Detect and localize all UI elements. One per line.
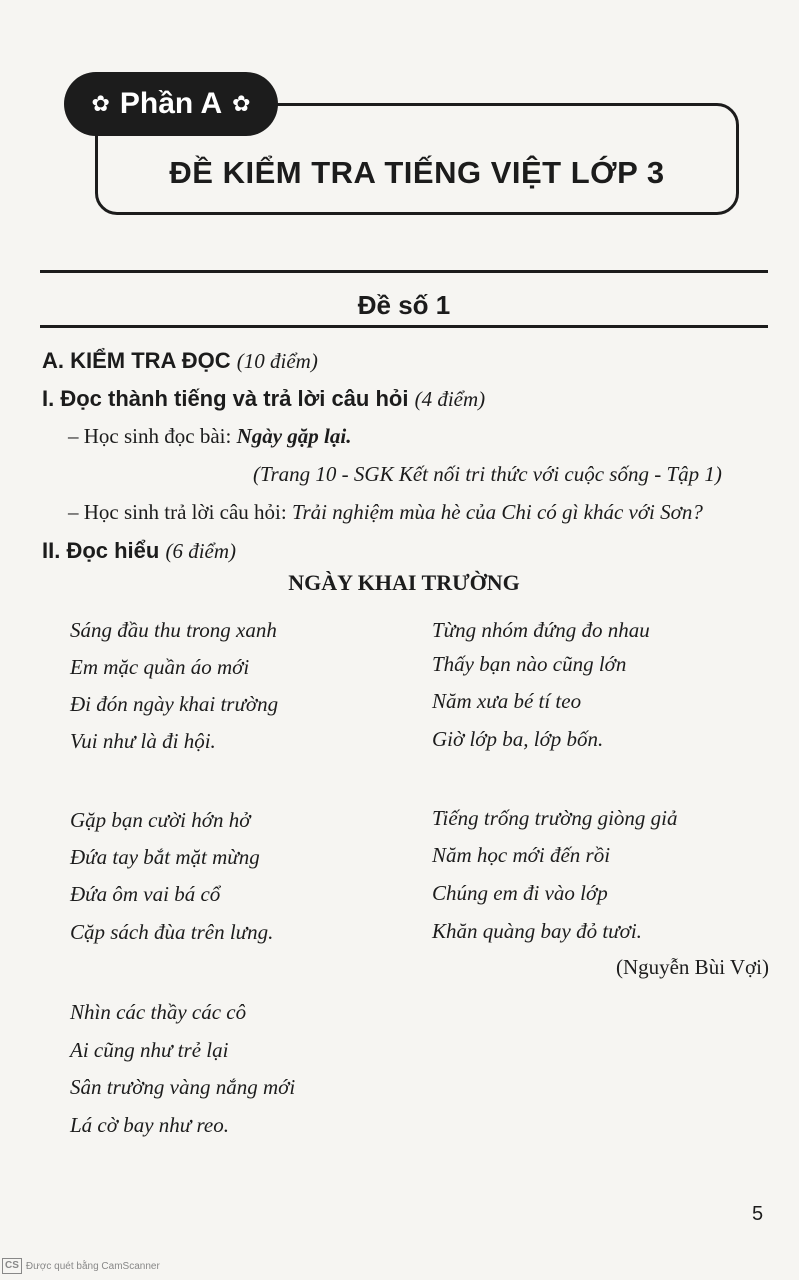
poem-line: Từng nhóm đứng đo nhau bbox=[432, 618, 650, 642]
part-badge-label: Phần A bbox=[119, 87, 223, 120]
poem-author: (Nguyễn Bùi Vợi) bbox=[615, 955, 769, 979]
scanner-text: Được quét bằng CamScanner bbox=[25, 1260, 160, 1272]
part-2-heading: II. Đọc hiểu (6 điểm) bbox=[42, 538, 237, 563]
part-badge bbox=[64, 72, 278, 136]
poem-line: Năm học mới đến rồi bbox=[432, 843, 611, 867]
divider-bottom bbox=[40, 325, 768, 328]
page-title: ĐỀ KIỂM TRA TIẾNG VIỆT LỚP 3 bbox=[169, 155, 665, 190]
poem-line: Lá cờ bay như reo. bbox=[70, 1113, 229, 1137]
flower-icon: ✿ bbox=[232, 91, 251, 116]
section-a-heading: A. KIỂM TRA ĐỌC (10 điểm) bbox=[42, 348, 318, 373]
part-1-instruction-1: – Học sinh đọc bài: Ngày gặp lại. bbox=[68, 424, 352, 448]
poem-line: Đứa tay bắt mặt mừng bbox=[70, 845, 260, 869]
poem-line: Giờ lớp ba, lớp bốn. bbox=[432, 727, 604, 751]
poem-line: Vui như là đi hội. bbox=[70, 729, 216, 753]
poem-line: Chúng em đi vào lớp bbox=[432, 881, 608, 905]
flower-icon: ✿ bbox=[91, 91, 110, 116]
camscanner-logo-icon: CS bbox=[2, 1258, 22, 1274]
poem-line: Em mặc quần áo mới bbox=[70, 655, 250, 679]
scanner-watermark bbox=[2, 1258, 160, 1274]
part-1-source: (Trang 10 - SGK Kết nối tri thức với cuộc sống - Tập 1) bbox=[253, 462, 722, 486]
poem-line: Đi đón ngày khai trường bbox=[70, 692, 279, 716]
poem-line: Sân trường vàng nắng mới bbox=[70, 1075, 296, 1099]
poem-line: Gặp bạn cười hớn hở bbox=[70, 808, 251, 832]
poem-line: Cặp sách đùa trên lưng. bbox=[70, 920, 274, 944]
poem-title: NGÀY KHAI TRƯỜNG bbox=[288, 570, 520, 595]
exam-number: Đề số 1 bbox=[357, 290, 451, 320]
poem-line: Đứa ôm vai bá cổ bbox=[70, 882, 221, 906]
page-number: 5 bbox=[752, 1203, 764, 1225]
poem-line: Thấy bạn nào cũng lớn bbox=[432, 652, 627, 676]
poem-line: Sáng đầu thu trong xanh bbox=[70, 618, 277, 642]
poem-line: Nhìn các thầy các cô bbox=[70, 1000, 247, 1024]
divider-top bbox=[40, 270, 768, 273]
poem-line: Khăn quàng bay đỏ tươi. bbox=[432, 919, 642, 943]
poem-line: Ai cũng như trẻ lại bbox=[70, 1038, 229, 1062]
part-1-instruction-2: – Học sinh trả lời câu hỏi: Trải nghiệm mùa hè của Chi có gì khác với Sơn? bbox=[68, 500, 703, 524]
part-1-heading: I. Đọc thành tiếng và trả lời câu hỏi (4 điểm) bbox=[42, 386, 486, 411]
poem-line: Tiếng trống trường giòng giả bbox=[432, 806, 678, 830]
poem-line: Năm xưa bé tí teo bbox=[432, 689, 582, 713]
